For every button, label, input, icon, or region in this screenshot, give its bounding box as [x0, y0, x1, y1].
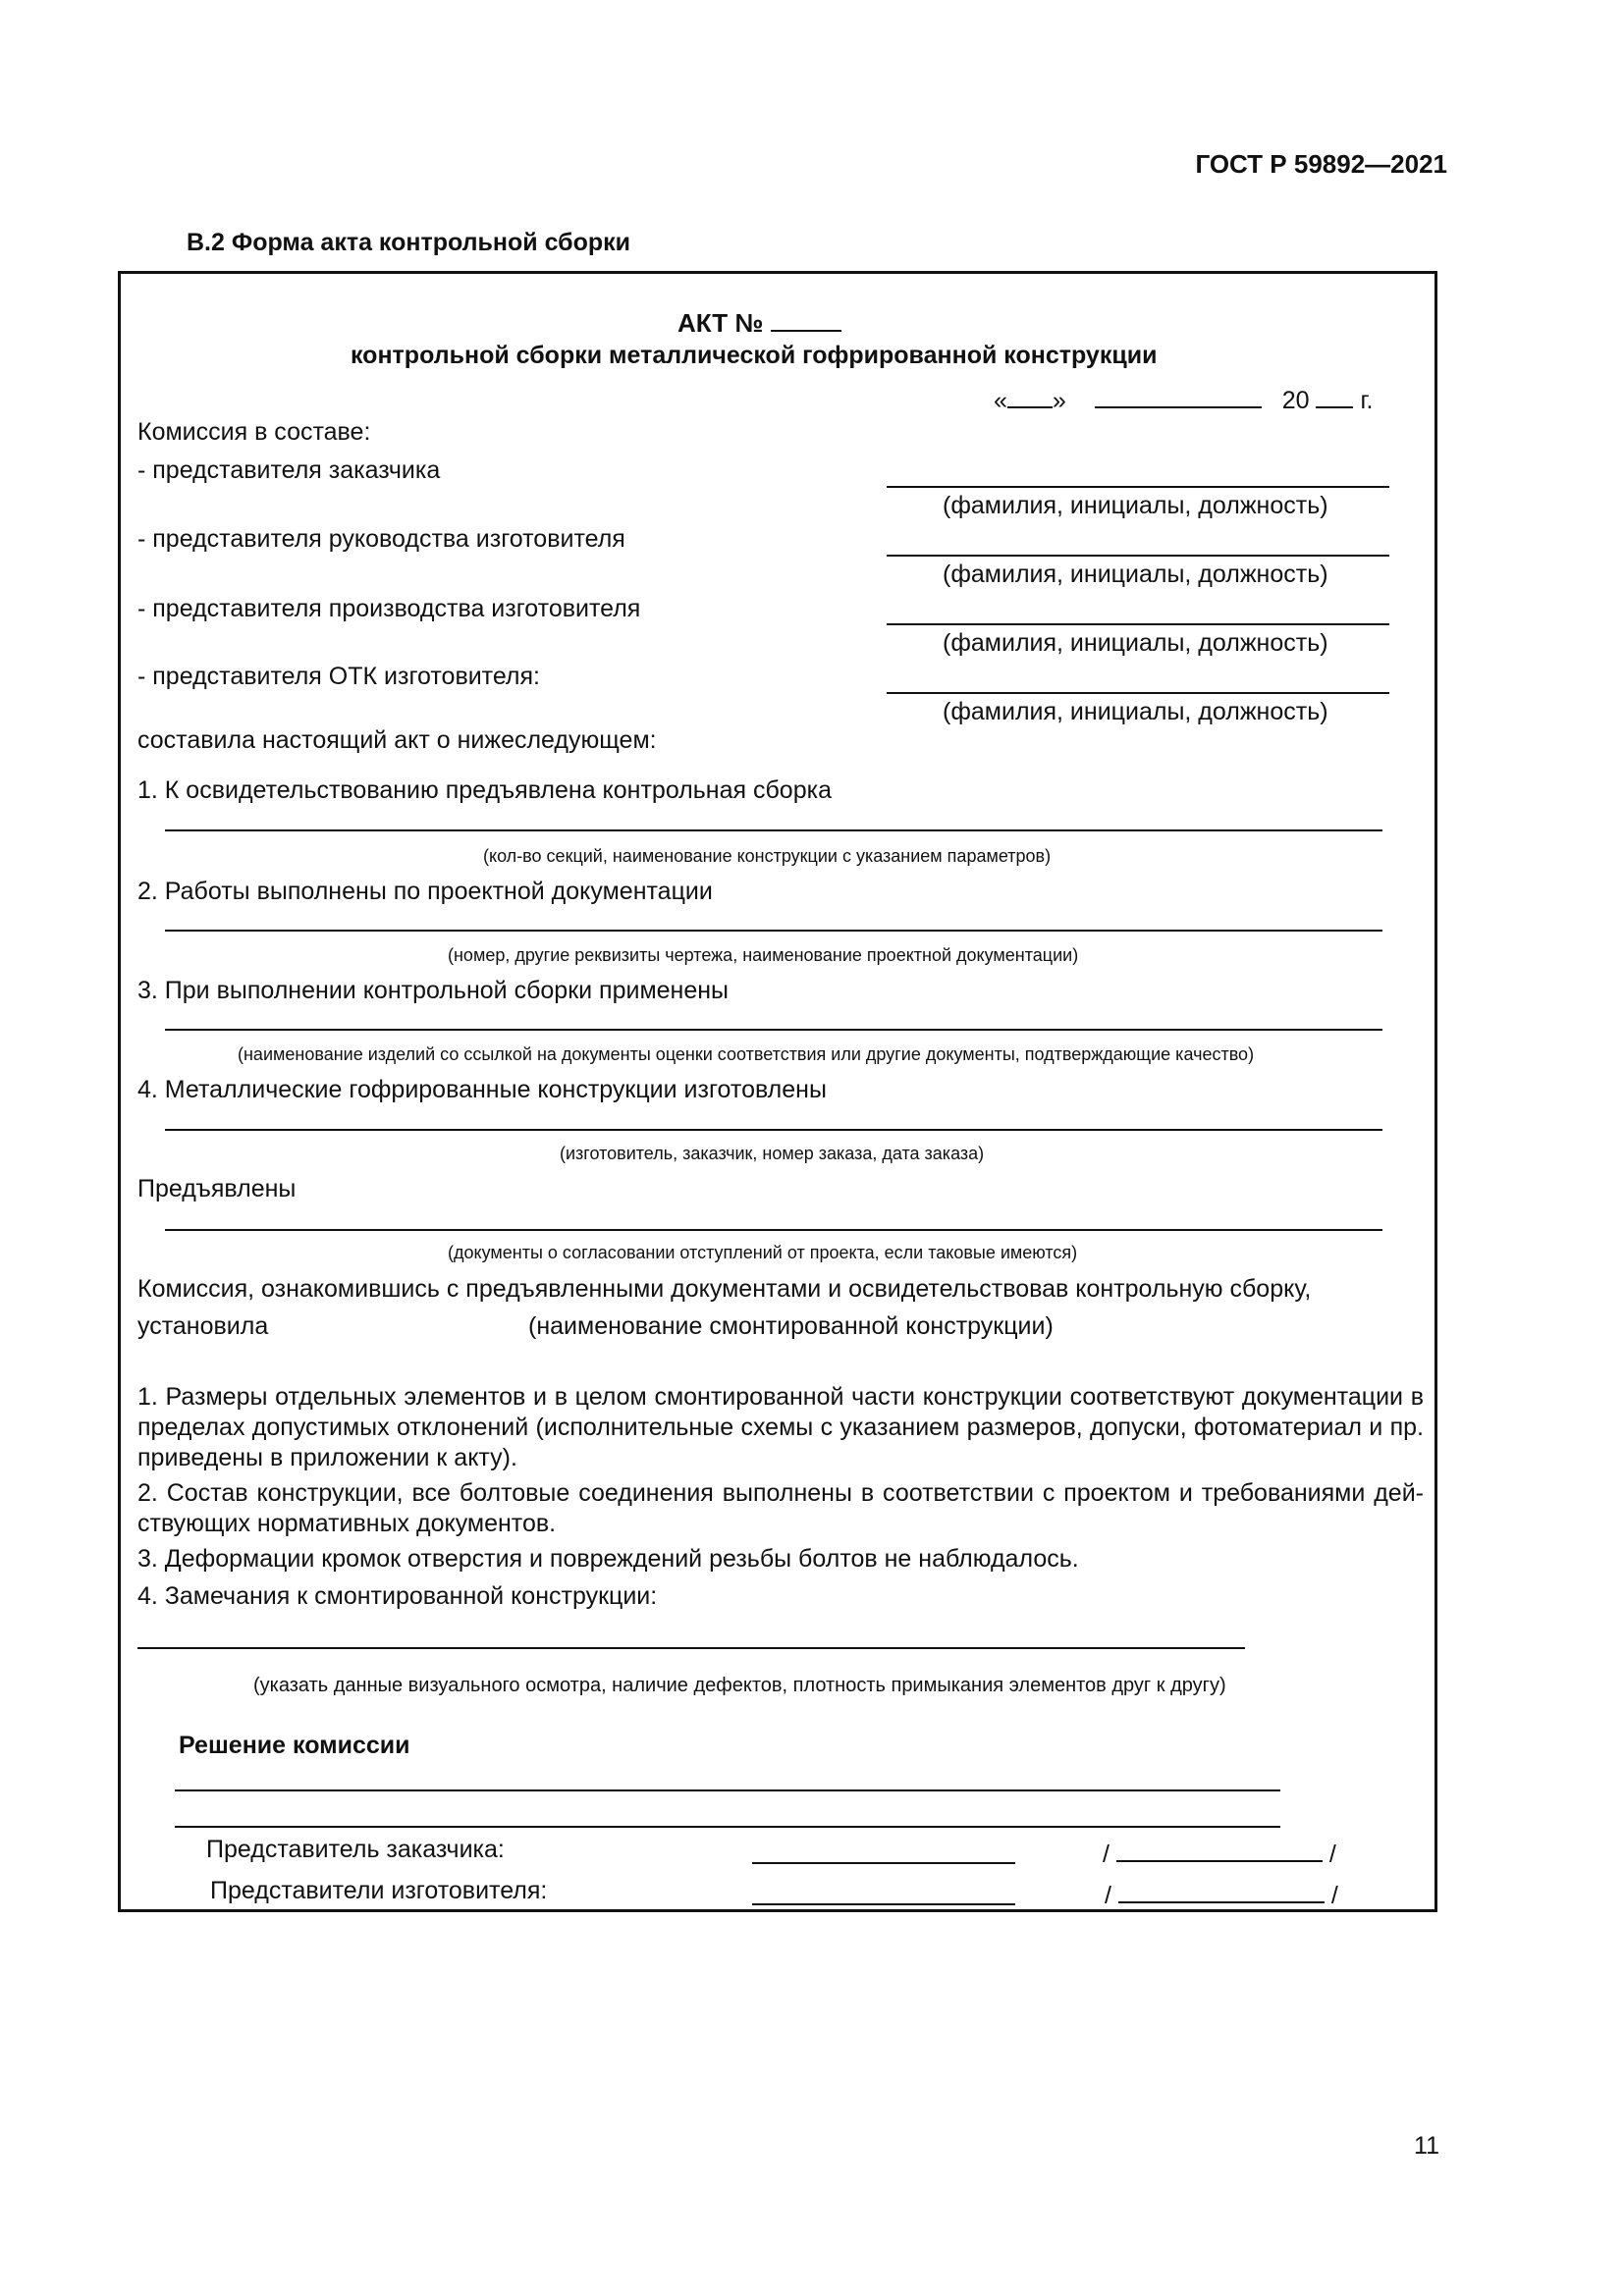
fill-line — [165, 1229, 1382, 1231]
commission-member-caption: (фамилия, инициалы, должность) — [943, 492, 1328, 519]
commission-member-label: - представителя заказчика — [137, 456, 441, 484]
fill-line — [165, 930, 1382, 932]
commission-member-label: - представителя производства изготовителя — [137, 595, 641, 622]
remarks-caption: (указать данные визуального осмотра, наличие дефектов, плотность примыкания элементов друг к другу) — [253, 1675, 1226, 1696]
page-number: 11 — [1414, 2132, 1439, 2160]
finding-point: 1. Размеры отдельных элементов и в целом смонтированной части конструкции соответствуют документации в пределах допустимых отклонений (исполнительные схемы с указанием размеров, допуски, фотоматериал и пр. приведены в приложении к акту). — [137, 1383, 1424, 1471]
signature-line — [752, 1903, 1015, 1905]
signature-label: Представители изготовителя: — [210, 1877, 548, 1904]
signature-line — [887, 692, 1389, 694]
finding-point: 4. Замечания к смонтированной конструкции: — [137, 1582, 658, 1610]
commission-member-caption: (фамилия, инициалы, должность) — [943, 561, 1328, 588]
act-item-text: 4. Металлические гофрированные конструкции изготовлены — [137, 1076, 827, 1103]
remarks-line — [137, 1647, 1245, 1649]
signature-name-field: / / — [1103, 1836, 1336, 1869]
findings-established: установила — [137, 1312, 269, 1340]
signature-label: Представитель заказчика: — [206, 1836, 505, 1863]
act-item-caption: (кол-во секций, наименование конструкции с указанием параметров) — [483, 846, 1052, 866]
signature-line — [887, 555, 1389, 557]
finding-point: 3. Деформации кромок отверстия и повреждений резьбы болтов не наблюдалось. — [137, 1545, 1079, 1573]
commission-intro: Комиссия в составе: — [137, 418, 371, 446]
findings-intro: Комиссия, ознакомившись с предъявленными документами и освидетельствовав контрольную сборку, — [137, 1275, 1312, 1303]
commission-compiled: составила настоящий акт о нижеследующем: — [137, 726, 657, 754]
finding-point: 2. Состав конструкции, все болтовые соединения выполнены в соответствии с проектом и требованиями дей-ствующих нормативных документов. — [137, 1479, 1424, 1537]
year-blank — [1316, 382, 1353, 408]
act-item-caption: (наименование изделий со ссылкой на документы оценки соответствия или другие документы, подтверждающие качество) — [238, 1044, 1255, 1064]
fill-line — [165, 829, 1382, 831]
act-item-text: 3. При выполнении контрольной сборки применены — [137, 977, 730, 1004]
day-blank — [1007, 382, 1053, 408]
signature-name-field: / / — [1105, 1877, 1338, 1910]
fill-line — [165, 1029, 1382, 1031]
act-date: « » 20 г. — [994, 382, 1373, 415]
act-item-caption: (номер, другие реквизиты чертежа, наименование проектной документации) — [448, 945, 1079, 965]
signature-line — [752, 1862, 1015, 1864]
decision-line — [175, 1826, 1280, 1828]
fill-line — [165, 1129, 1382, 1131]
act-subtitle: контрольной сборки металлической гофрированной конструкции — [351, 342, 1158, 369]
act-item-text: Предъявлены — [137, 1175, 297, 1202]
commission-member-label: - представителя ОТК изготовителя: — [137, 663, 540, 690]
signature-line — [887, 623, 1389, 625]
act-item-text: 1. К освидетельствованию предъявлена контрольная сборка — [137, 776, 833, 804]
decision-line — [175, 1789, 1280, 1791]
decision-title: Решение комиссии — [179, 1732, 410, 1759]
standard-number: ГОСТ Р 59892—2021 — [1195, 149, 1447, 179]
commission-member-caption: (фамилия, инициалы, должность) — [943, 629, 1328, 657]
construction-name-caption: (наименование смонтированной конструкции) — [528, 1312, 1054, 1340]
month-blank — [1095, 382, 1262, 408]
section-title: В.2 Форма акта контрольной сборки — [187, 229, 631, 256]
act-item-caption: (изготовитель, заказчик, номер заказа, дата заказа) — [560, 1144, 985, 1163]
commission-member-label: - представителя руководства изготовителя — [137, 525, 625, 553]
act-item-caption: (документы о согласовании отступлений от проекта, если таковые имеются) — [448, 1243, 1078, 1262]
signature-line — [887, 486, 1389, 488]
act-item-text: 2. Работы выполнены по проектной документации — [137, 878, 713, 905]
act-number-blank — [771, 304, 841, 332]
act-title: АКТ № — [677, 304, 841, 339]
commission-member-caption: (фамилия, инициалы, должность) — [943, 698, 1328, 725]
